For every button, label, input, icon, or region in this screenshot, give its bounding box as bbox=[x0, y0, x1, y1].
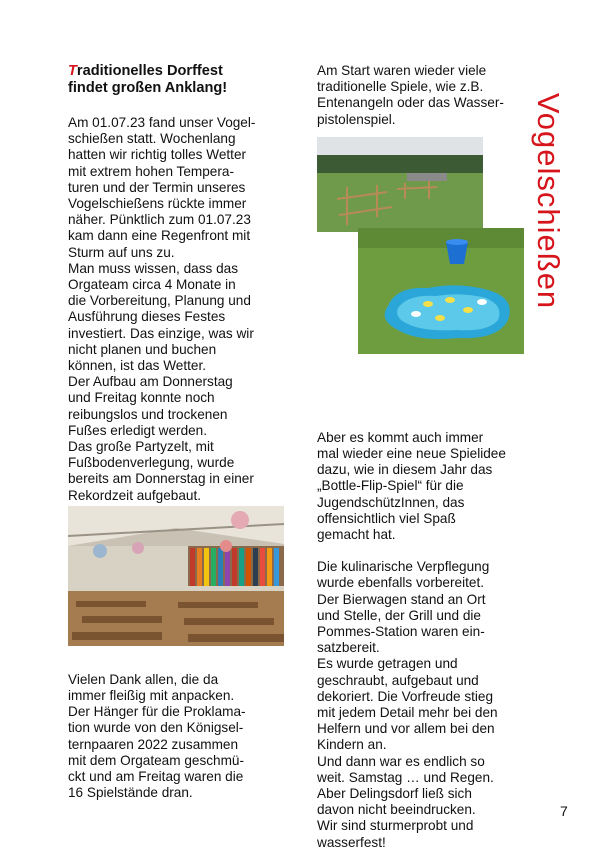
article-heading bbox=[68, 63, 294, 97]
paragraph-games: Am Start waren wieder viele traditionelle Spiele, wie z.B. Entenangeln oder das Wasser- pistolenspiel. bbox=[317, 63, 504, 127]
heading-text: raditionelles Dorffest findet großen Anklang! bbox=[68, 63, 228, 96]
article-column-left bbox=[68, 63, 294, 802]
game-stands-photo bbox=[317, 137, 483, 232]
side-title-text: Vogelschießen bbox=[531, 92, 566, 310]
paragraph-thanks: Vielen Dank allen, die da immer fleißig mit anpacken. Der Hänger für die Proklama- tion wurde von den Königsel- ternpaaren 2022 zusammen mit dem Orgateam geschmü- ckt und am Freitag waren die 16 Spielstände dran. bbox=[68, 671, 246, 801]
paragraph-new-game: Aber es kommt auch immer mal wieder eine neue Spielidee dazu, wie in diesem Jahr das „Bottle-Flip-Spiel“ für die JugendschützInnen, das offensichtlich viel Spaß gemacht hat. bbox=[317, 429, 506, 543]
paragraph-intro: Am 01.07.23 fand unser Vogel- schießen statt. Wochenlang hatten wir richtig tolles Wetter mit extrem hohen Tempera- turen und der Termin unseres Vogelschießens rückte immer näher. Pünktlich zum 01.07.23 kam dann eine Regenfront mit Sturm auf uns zu. Man muss wissen, dass das Orgateam circa 4 Monate in die Vorbereitung, Planung und Ausführung dieses Festes investiert. Das einzige, was wir nicht planen und buchen können, ist das Wetter. Der Aufbau am Donnerstag und Freitag konnte noch reibungslos und trockenen Fußes erledigt werden. Das große Partyzelt, mit Fußbodenverlegung, wurde bereits am Donnerstag in einer Rekordzeit aufgebaut. bbox=[68, 115, 256, 503]
heading-initial: T bbox=[68, 63, 77, 79]
page-number: 7 bbox=[560, 803, 568, 819]
paragraph-food: Die kulinarische Verpflegung wurde ebenfalls vorbereitet. Der Bierwagen stand an Ort und Stelle, der Grill und die Pommes-Station waren ein- satzbereit. Es wurde getragen und geschraubt, aufgebaut und dekoriert. Die Vorfreude stieg mit jedem Detail mehr bei den Helfern und vor allem bei den Kindern an. Und dann war es endlich so weit. Samstag … und Regen. Aber Delingsdorf ließ sich davon nicht beeindrucken. Wir sind sturmerprobt und wasserfest! bbox=[317, 559, 498, 850]
tent-interior-photo bbox=[68, 506, 284, 646]
water-pool-photo bbox=[358, 228, 524, 354]
